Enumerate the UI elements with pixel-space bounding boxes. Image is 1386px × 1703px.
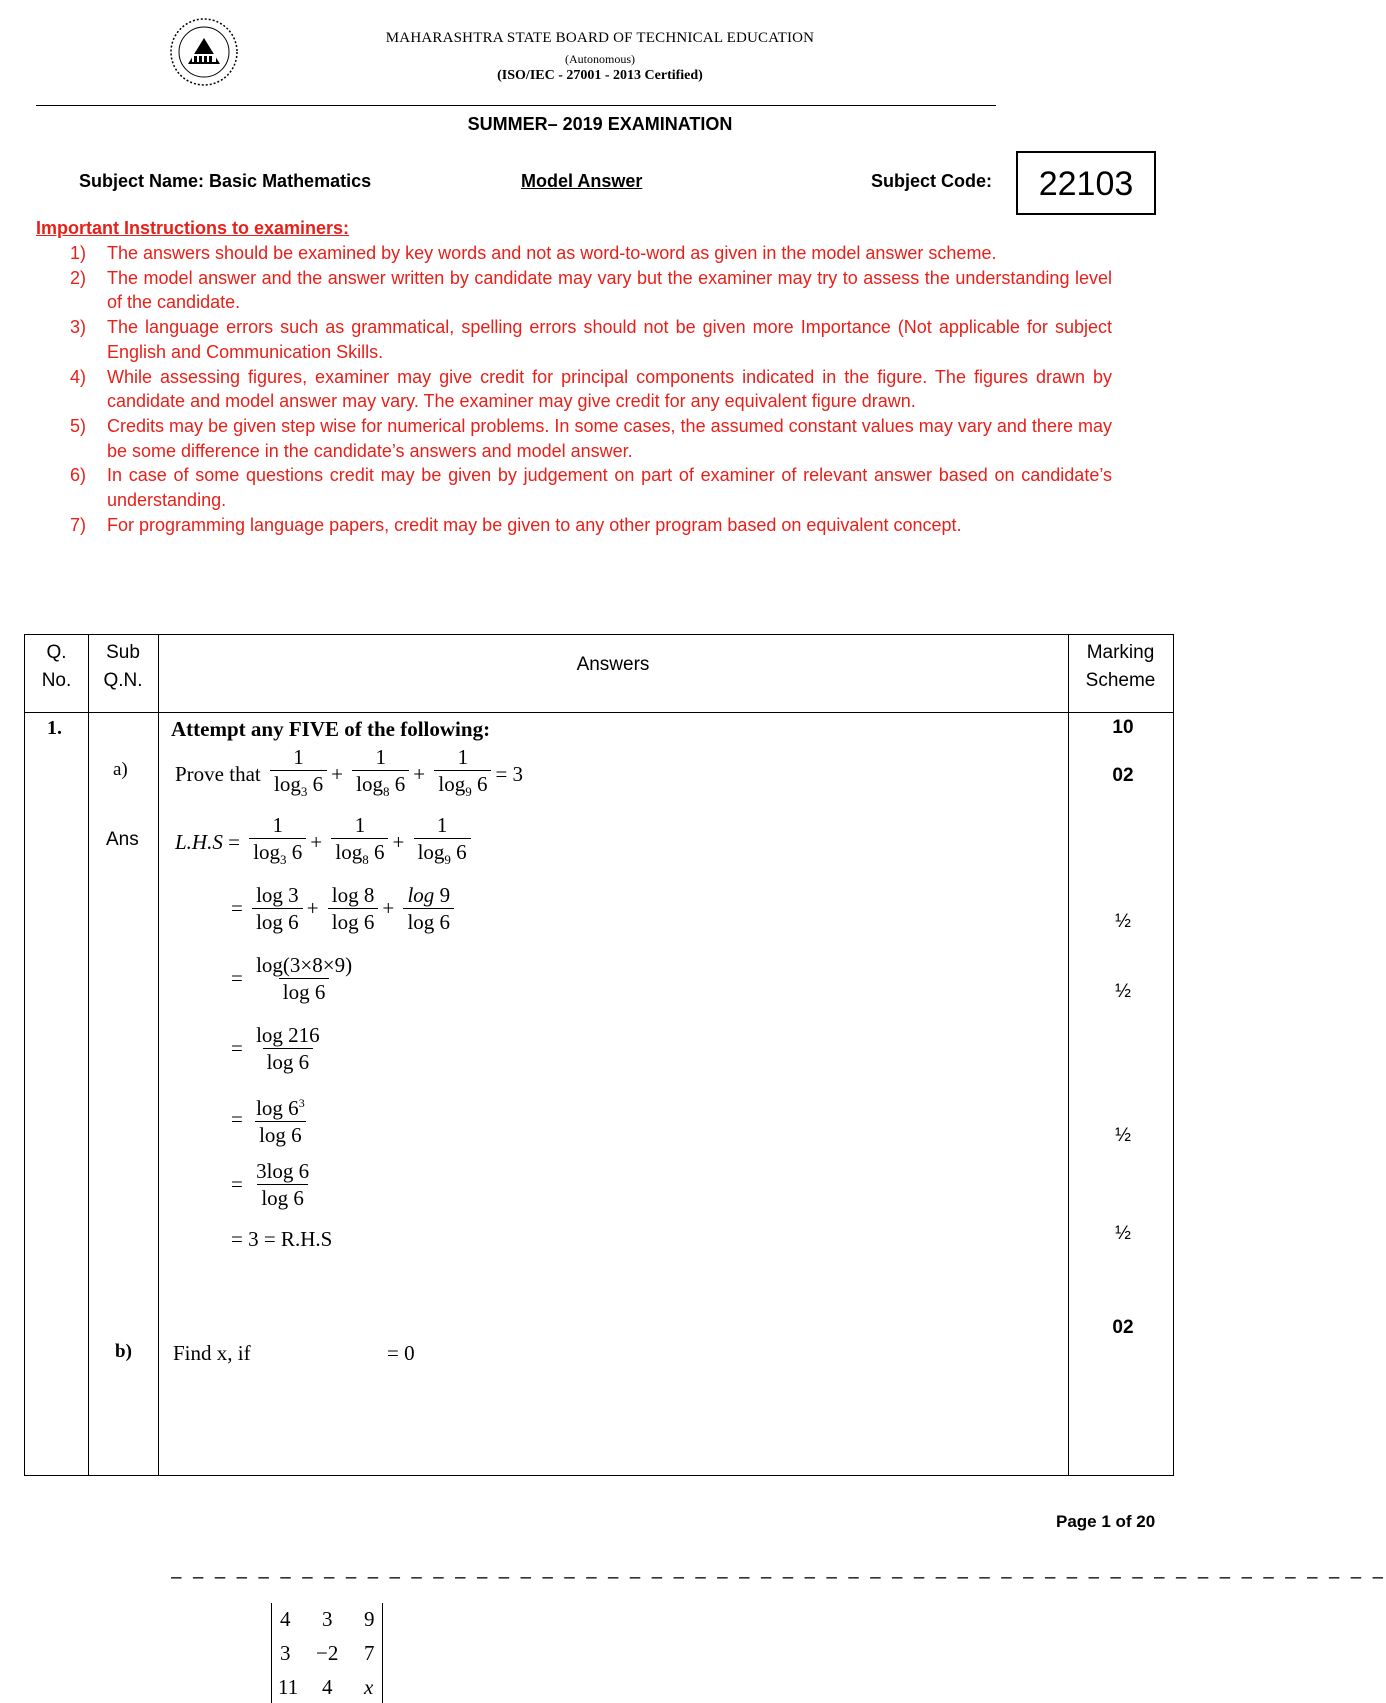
col-header-marking: Marking Scheme xyxy=(1085,642,1156,691)
half-mark: ½ xyxy=(1115,981,1131,1002)
step-5: = $\frac{\log 6^3}{\log 6}$ xyxy=(231,1096,305,1147)
col-header-answers: Answers xyxy=(576,654,650,675)
col-divider xyxy=(88,635,89,1475)
separator-dashes: – – – – – – – – – – – – – – – – – – – – – – – – – – – – – – – – – – – – – – – – – – – – – – – – – – – – – – – – xyxy=(171,1567,1386,1588)
page-number: Page 1 of 20 xyxy=(1056,1512,1156,1531)
instruction-item: 6) In case of some questions credit may be given by judgement on part of examiner of relevant answer based on candidate’s understanding. xyxy=(70,465,1112,511)
step-final: = 3 = R.H.S xyxy=(231,1227,333,1251)
col-header-subqno: Sub Q.N. xyxy=(103,642,143,691)
instruction-item: 2) The model answer and the answer written by candidate may vary but the examiner may try to assess the understanding level of the candidate. xyxy=(70,267,1112,313)
instruction-item: 7) For programming language papers, credit may be given to any other program based on equivalent concept. xyxy=(70,514,962,535)
half-mark: ½ xyxy=(1115,1223,1131,1244)
col-divider xyxy=(158,635,159,1475)
lhs-step: L.H.S = $\frac{1}{\log_3 6}$ + $\frac{1}{\log_8 6}$ + $\frac{1}{\log_9 6}$ xyxy=(173,813,473,872)
iso-certification: (ISO/IEC - 27001 - 2013 Certified) xyxy=(497,68,703,83)
exam-title: SUMMER– 2019 EXAMINATION xyxy=(467,114,733,134)
marks-a: 02 xyxy=(1112,765,1134,786)
instruction-item: 3) The language errors such as grammatical, spelling errors should not be given more Importance (Not applicable for subject English and Communication Skills. xyxy=(70,317,1112,362)
step-4: = $\frac{\log 216}{\log 6}$ xyxy=(231,1023,320,1074)
subject-code-label: Subject Code: xyxy=(871,171,993,191)
instruction-item: 1) The answers should be examined by key words and not as word-to-word as given in the model answer scheme. xyxy=(70,243,997,263)
instructions-list xyxy=(70,241,1112,537)
subq-label-a: a) xyxy=(113,759,128,780)
instruction-item: 4) While assessing figures, examiner may give credit for principal components indicated in the figure. The figures drawn by candidate and model answer may vary. The examiner may give credit for any equivalent figure drawn. xyxy=(70,366,1112,412)
header-divider xyxy=(36,105,996,106)
determinant-matrix: 4 3 9 3 −2 7 11 4 x xyxy=(271,1603,383,1703)
step-6: = $\frac{3\log 6}{\log 6}$ xyxy=(231,1159,310,1210)
autonomous-label: (Autonomous) xyxy=(565,52,635,66)
question-heading: Attempt any FIVE of the following: xyxy=(171,717,491,741)
half-mark: ½ xyxy=(1115,911,1131,932)
board-name: MAHARASHTRA STATE BOARD OF TECHNICAL EDUCATION xyxy=(385,30,815,46)
model-answer-label: Model Answer xyxy=(521,171,643,191)
half-mark: ½ xyxy=(1115,1125,1131,1146)
step-3: = $\frac{\log(3\times 8\times 9)}{\log 6}$ xyxy=(231,953,353,1004)
marks-b: 02 xyxy=(1112,1317,1134,1338)
instructions-heading: Important Instructions to examiners: xyxy=(36,218,350,238)
subject-code-box: 22103 xyxy=(1016,151,1156,215)
header-row-divider xyxy=(25,712,1173,713)
find-x-label: Find x, if xyxy=(173,1341,251,1365)
col-header-qno: Q. No. xyxy=(41,642,72,691)
step-2: = $\frac{\log 3}{\log 6}$ + $\frac{\log 8}{\log 6}$ + $\frac{\log 9}{\log 6}$ xyxy=(229,883,456,934)
subject-name: Subject Name: Basic Mathematics xyxy=(79,171,372,191)
col-divider xyxy=(1068,635,1069,1475)
instruction-item: 5) Credits may be given step wise for numerical problems. In some cases, the assumed constant values may vary and there may be some difference in the candidate’s answers and model answer. xyxy=(70,415,1112,461)
question-number: 1. xyxy=(47,717,62,739)
ans-label: Ans xyxy=(106,829,139,850)
subq-label-b: b) xyxy=(115,1341,132,1362)
prove-expression: Prove that $\frac{1}{\log_3 6}$ + $\frac{1}{\log_8 6}$ + $\frac{1}{\log_9 6}$ = 3 xyxy=(173,745,525,804)
determinant-eq: = 0 xyxy=(387,1341,415,1365)
question-total-marks: 10 xyxy=(1112,717,1134,738)
